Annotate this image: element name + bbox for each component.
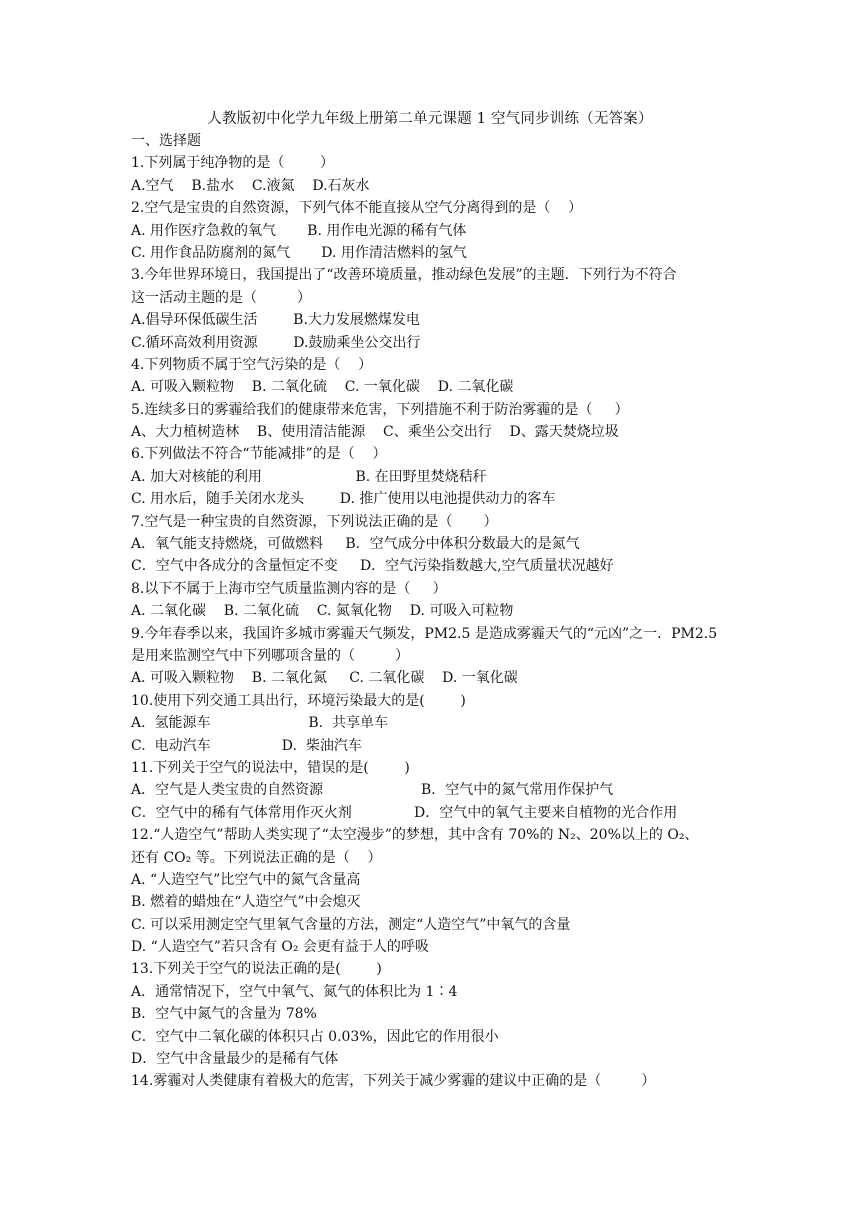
text-line: D．空气中含量最少的是稀有气体	[131, 1051, 339, 1068]
text-line: C. 用水后，随手关闭水龙头 D. 推广使用以电池提供动力的客车	[131, 491, 556, 508]
text-line: 3.今年世界环境日，我国提出了“改善环境质量，推动绿色发展”的主题．下列行为不符合	[131, 267, 677, 284]
section-heading: 一、选择题	[131, 133, 201, 149]
text-line: A．通常情况下，空气中氧气、氮气的体积比为 1∶4	[131, 983, 458, 1000]
text-line: 8.以下不属于上海市空气质量监测内容的是（ ）	[131, 580, 447, 597]
text-line: C. 可以采用测定空气里氧气含量的方法，测定“人造空气”中氧气的含量	[131, 916, 571, 933]
text-line: A. 可吸入颗粒物 B. 二氧化硫 C. 一氧化碳 D. 二氧化碳	[131, 379, 514, 396]
text-line: 7.空气是一种宝贵的自然资源，下列说法正确的是（ ）	[131, 513, 498, 530]
text-line: C. 电动汽车 D. 柴油汽车	[131, 737, 362, 754]
text-line: A．氧气能支持燃烧，可做燃料 B．空气成分中体积分数最大的是氮气	[131, 536, 580, 553]
text-line: 12.“人造空气”帮助人类实现了“太空漫步”的梦想，其中含有 70%的 N₂、20%以上的 O₂、	[131, 827, 699, 844]
text-line: C．空气中各成分的含量恒定不变 D．空气污染指数越大,空气质量状况越好	[131, 558, 614, 575]
text-line: C.循环高效利用资源 D.鼓励乘坐公交出行	[131, 334, 421, 351]
text-line: 还有 CO₂ 等。下列说法正确的是（ ）	[131, 849, 382, 866]
text-line: 13.下列关于空气的说法正确的是( )	[131, 961, 382, 978]
text-line: C．空气中二氧化碳的体积只占 0.03%，因此它的作用很小	[131, 1028, 499, 1045]
text-line: 4.下列物质不属于空气污染的是（ ）	[131, 356, 373, 373]
question-list	[131, 130, 831, 1093]
text-line: B. 燃着的蜡烛在“人造空气”中会熄灭	[131, 894, 361, 911]
text-line: 6.下列做法不符合“节能减排”的是（ ）	[131, 446, 387, 463]
text-line: A. 二氧化碳 B. 二氧化硫 C. 氮氧化物 D. 可吸入可粒物	[131, 603, 514, 620]
text-line: 2.空气是宝贵的自然资源，下列气体不能直接从空气分离得到的是（ ）	[131, 200, 583, 217]
text-line: 5.连续多日的雾霾给我们的健康带来危害，下列措施不利于防治雾霾的是（ ）	[131, 401, 629, 418]
text-line: 11.下列关于空气的说法中，错误的是( )	[131, 759, 410, 776]
text-line: A. 氢能源车 B. 共享单车	[131, 715, 389, 732]
text-line: 这一活动主题的是（ ）	[131, 289, 312, 306]
text-line: A. 加大对核能的利用 B. 在田野里焚烧秸秆	[131, 468, 487, 485]
text-line: 14.雾霾对人类健康有着极大的危害，下列关于减少雾霾的建议中正确的是（ ）	[131, 1073, 656, 1090]
text-line: A、大力植树造林 B、使用清洁能源 C、乘坐公交出行 D、露天焚烧垃圾	[131, 424, 619, 441]
text-line: A．空气是人类宝贵的自然资源 B．空气中的氮气常用作保护气	[131, 782, 614, 799]
text-line: C. 用作食品防腐剂的氮气 D. 用作清洁燃料的氢气	[131, 244, 467, 261]
text-line: B．空气中氮气的含量为 78%	[131, 1006, 317, 1023]
text-line: A.倡导环保低碳生活 B.大力发展燃煤发电	[131, 312, 420, 329]
text-line: A.空气 B.盐水 C.液氮 D.石灰水	[131, 177, 370, 194]
text-line: 1.下列属于纯净物的是（ ）	[131, 155, 334, 172]
text-line: 10.使用下列交通工具出行，环境污染最大的是( )	[131, 692, 466, 709]
text-line: A. “人造空气”比空气中的氮气含量高	[131, 871, 361, 888]
text-line: D. “人造空气”若只含有 O₂ 会更有益于人的呼吸	[131, 939, 429, 956]
document-title: 人教版初中化学九年级上册第二单元课题 1 空气同步训练（无答案）	[207, 111, 653, 127]
text-line: 是用来监测空气中下列哪项含量的（ ）	[131, 647, 410, 664]
text-line: C．空气中的稀有气体常用作灭火剂 D．空气中的氧气主要来自植物的光合作用	[131, 804, 678, 821]
text-line: 9.今年春季以来，我国许多城市雾霾天气频发，PM2.5 是造成雾霾天气的“元凶”之一．PM2.5	[131, 625, 718, 642]
text-line: A. 可吸入颗粒物 B. 二氧化氮 C. 二氧化碳 D. 一氧化碳	[131, 670, 518, 687]
text-line: A. 用作医疗急救的氧气 B. 用作电光源的稀有气体	[131, 222, 467, 239]
